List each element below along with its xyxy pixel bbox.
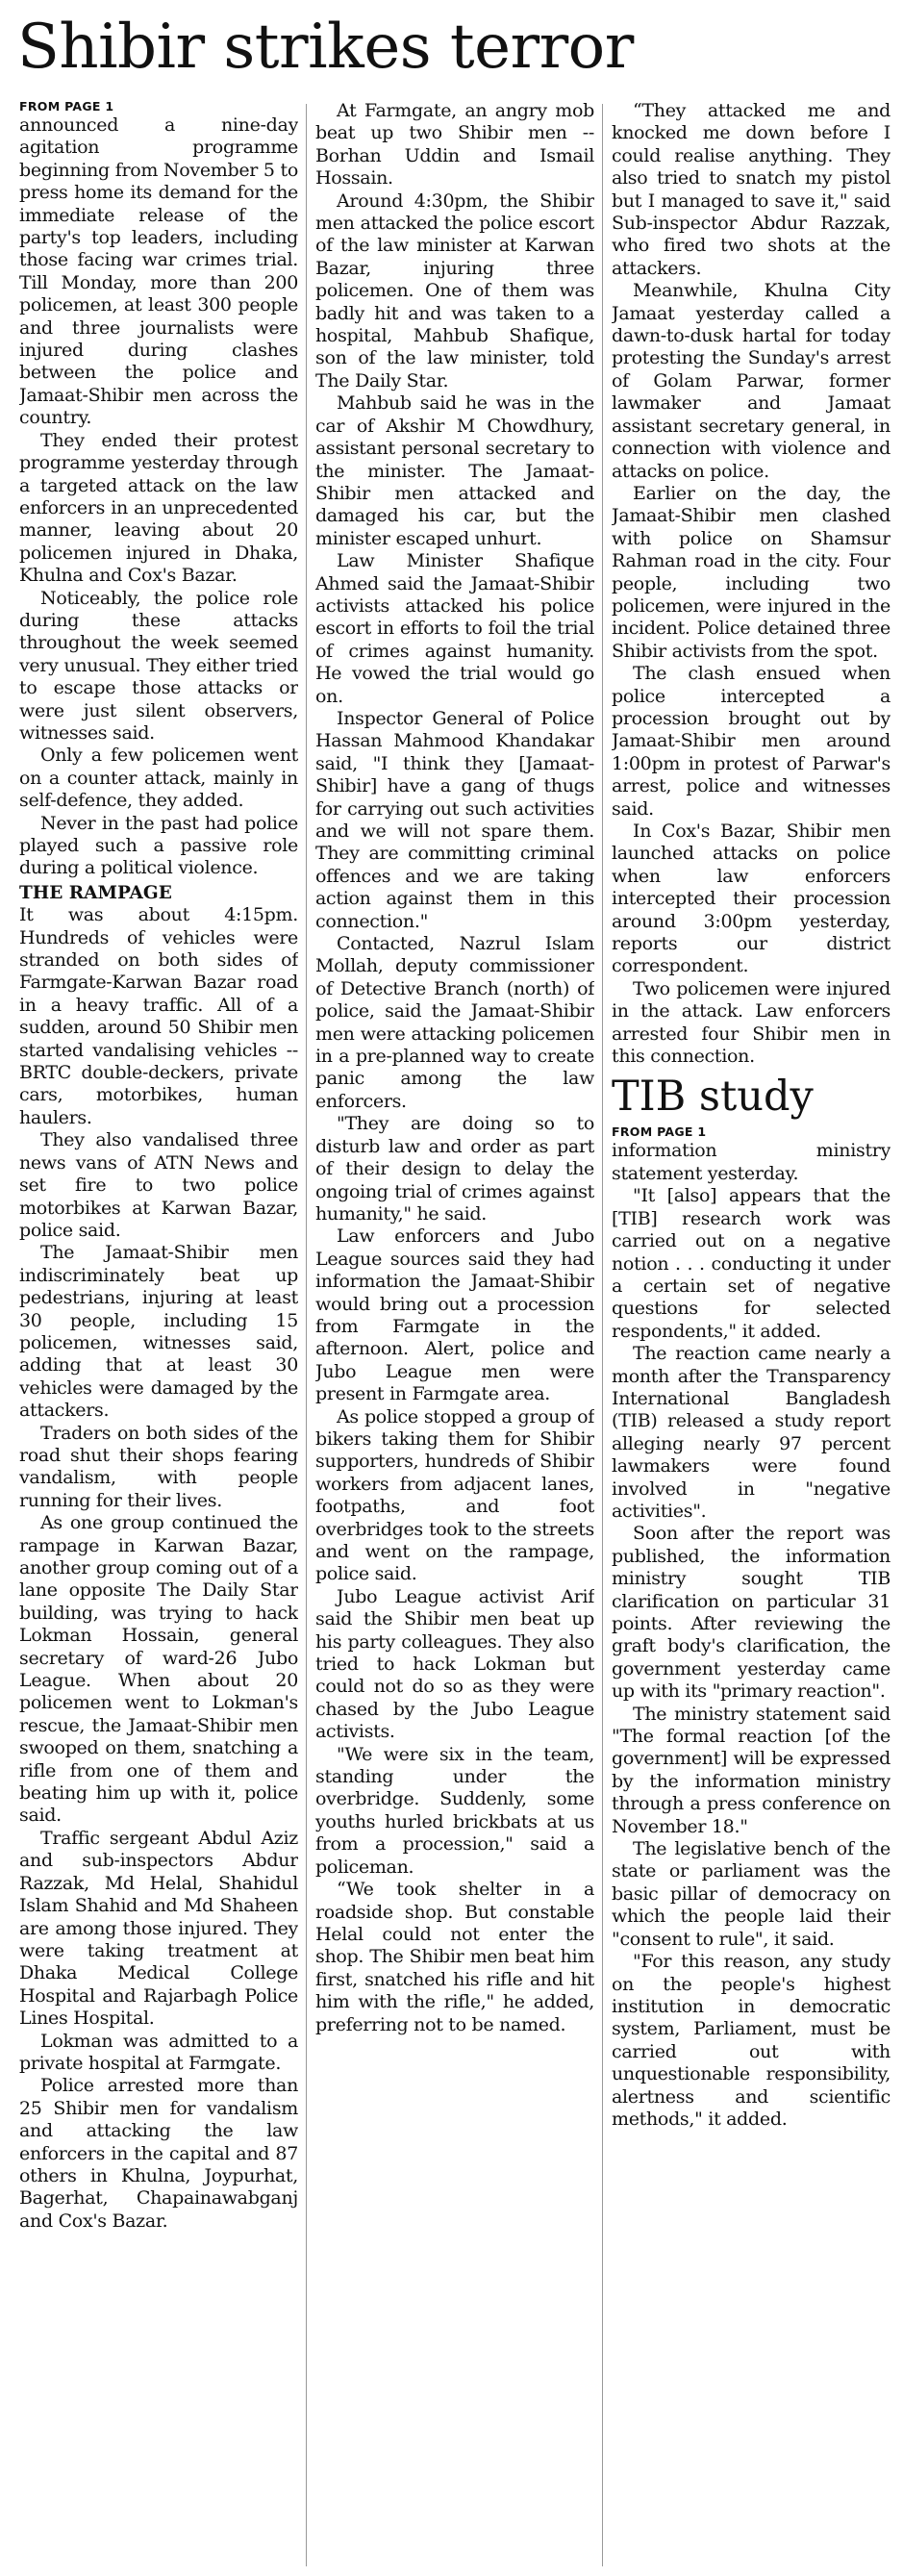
paragraph: Never in the past had police played such a passive role during a political violence. (19, 812, 298, 879)
paragraph: The reaction came nearly a month after the Transparency International Bangladesh (TIB) released a study report alleging nearly 97 percent lawmakers were found involved in "negative activities". (612, 1343, 890, 1522)
paragraph: Police arrested more than 25 Shibir men for vandalism and attacking the law enforcers in the capital and 87 others in Khulna, Joypurhat, Bagerhat, Chapainawabganj and Cox's Bazar. (19, 2075, 298, 2232)
paragraph: Law enforcers and Jubo League sources said they had information the Jamaat-Shibir would bring out a procession from Farmgate in the afternoon. Alert, police and Jubo League men were present in Farmgate area. (315, 1225, 594, 1405)
column-3 (612, 100, 890, 2572)
column-2 (315, 100, 594, 2572)
paragraph: announced a nine-day agitation programme beginning from November 5 to press home its demand for the immediate release of the party's top leaders, including those facing war crimes trial. Till Monday, more than 200 policemen, at least 300 people and three journalists were injured during clashes between the police and Jamaat-Shibir men across the country. (19, 114, 298, 429)
paragraph: The clash ensued when police intercepted a procession brought out by Jamaat-Shibir men around 1:00pm in protest of Parwar's arrest, police and witnesses said. (612, 663, 890, 820)
paragraph: "They are doing so to disturb law and order as part of their design to delay the ongoing trial of crimes against humanity," he said. (315, 1113, 594, 1225)
paragraph: Noticeably, the police role during these attacks throughout the week seemed very unusual. They either tried to escape those attacks or were just silent observers, witnesses said. (19, 587, 298, 744)
headline: Shibir strikes terror (17, 12, 634, 83)
subhead-the-rampage: THE RAMPAGE (19, 882, 172, 903)
paragraph: Meanwhile, Khulna City Jamaat yesterday called a dawn-to-dusk hartal for today protesting the Sunday's arrest of Golam Parwar, former lawmaker and Jamaat assistant secretary general, in connection with violence and attacks on police. (612, 280, 890, 482)
paragraph: Jubo League activist Arif said the Shibir men beat up his party colleagues. They also tried to hack Lokman but could not do so as they were chased by the Jubo League activists. (315, 1585, 594, 1743)
paragraph: They also vandalised three news vans of ATN News and set fire to two police motorbikes at Karwan Bazar, police said. (19, 1129, 298, 1241)
paragraph: Contacted, Nazrul Islam Mollah, deputy commissioner of Detective Branch (north) of police, said the Jamaat-Shibir men were attacking policemen in a pre-planned way to create panic among the law enforcers. (315, 933, 594, 1112)
paragraph: Traders on both sides of the road shut their shops fearing vandalism, with people running for their lives. (19, 1422, 298, 1511)
paragraph: Earlier on the day, the Jamaat-Shibir men clashed with police on Shamsur Rahman road in the city. Four people, including two policemen, were injured in the incident. Police detained three Shibir activists from the spot. (612, 482, 890, 662)
paragraph: Law Minister Shafique Ahmed said the Jamaat-Shibir activists attacked his police escort in efforts to foil the trial of crimes against humanity. He vowed the trial would go on. (315, 550, 594, 707)
paragraph: Mahbub said he was in the car of Akshir M Chowdhury, assistant personal secretary to the minister. The Jamaat-Shibir men attacked and damaged his car, but the minister escaped unhurt. (315, 392, 594, 549)
paragraph: Lokman was admitted to a private hospital at Farmgate. (19, 2030, 298, 2074)
paragraph: The legislative bench of the state or parliament was the basic pillar of democracy on which the people laid their "consent to rule", it said. (612, 1838, 890, 1950)
paragraph: Only a few policemen went on a counter attack, mainly in self-defence, they added. (19, 745, 298, 812)
paragraph: Around 4:30pm, the Shibir men attacked the police escort of the law minister at Karwan Bazar, injuring three policemen. One of them was badly hit and was taken to a hospital, Mahbub Shafique, son of the law minister, told The Daily Star. (315, 189, 594, 391)
kicker-from-page-1: FROM PAGE 1 (19, 100, 114, 114)
column-rule (306, 104, 307, 2566)
paragraph: "We were six in the team, standing under the overbridge. Suddenly, some youths hurled brickbats at us from a procession," said a policeman. (315, 1743, 594, 1878)
paragraph: information ministry statement yesterday. (612, 1140, 890, 1184)
paragraph: As police stopped a group of bikers taking them for Shibir supporters, hundreds of Shibir workers from adjacent lanes, footpaths, and foot overbridges took to the streets and went on the rampage, police said. (315, 1405, 594, 1585)
paragraph: "It [also] appears that the [TIB] research work was carried out on a negative notion . . . conducting it under a certain set of negative questions for selected respondents," it added. (612, 1185, 890, 1342)
paragraph: Soon after the report was published, the information ministry sought TIB clarification on particular 31 points. After reviewing the graft body's clarification, the government yesterday came up with its "primary reaction". (612, 1523, 890, 1703)
column-1 (19, 100, 298, 2572)
paragraph: "For this reason, any study on the people's highest institution in democratic system, Parliament, must be carried out with unquestionable responsibility, alertness and scientific methods," it added. (612, 1951, 890, 2130)
paragraph: They ended their protest programme yesterday through a targeted attack on the law enforcers in an unprecedented manner, leaving about 20 policemen injured in Dhaka, Khulna and Cox's Bazar. (19, 429, 298, 587)
paragraph: In Cox's Bazar, Shibir men launched attacks on police when law enforcers intercepted their procession around 3:00pm yesterday, reports our district correspondent. (612, 821, 890, 977)
paragraph: Two policemen were injured in the attack. Law enforcers arrested four Shibir men in this connection. (612, 977, 890, 1068)
paragraph: As one group continued the rampage in Karwan Bazar, another group coming out of a lane opposite The Daily Star building, was trying to hack Lokman Hossain, general secretary of ward-26 Jubo League. When about 20 policemen went to Lokman's rescue, the Jamaat-Shibir men swooped on them, snatching a rifle from one of them and beating him up with it, police said. (19, 1512, 298, 1827)
paragraph: “We took shelter in a roadside shop. But constable Helal could not enter the shop. The Shibir men beat him first, snatched his rifle and hit him with the rifle," he added, preferring not to be named. (315, 1879, 594, 2035)
column-rule (602, 104, 603, 2566)
paragraph: Inspector General of Police Hassan Mahmood Khandakar said, "I think they [Jamaat-Shibir] have a gang of thugs for carrying out such activities and we will not spare them. They are committing criminal offences and we are taking action against them in this connection." (315, 707, 594, 932)
paragraph: “They attacked me and knocked me down before I could realise anything. They also tried to snatch my pistol but I managed to save it," said Sub-inspector Abdur Razzak, who fired two shots at the attackers. (612, 100, 890, 279)
paragraph: Traffic sergeant Abdul Aziz and sub-inspectors Abdur Razzak, Md Helal, Shahidul Islam Shahid and Md Shaheen are among those injured. They were taking treatment at Dhaka Medical College Hospital and Rajarbagh Police Lines Hospital. (19, 1827, 298, 2030)
paragraph: At Farmgate, an angry mob beat up two Shibir men -- Borhan Uddin and Ismail Hossain. (315, 100, 594, 189)
kicker-from-page-1: FROM PAGE 1 (612, 1124, 707, 1140)
paragraph: The ministry statement said "The formal reaction [of the government] will be expressed by the information ministry through a press conference on November 18." (612, 1703, 890, 1837)
headline-tib-study: TIB study (612, 1073, 814, 1122)
paragraph: It was about 4:15pm. Hundreds of vehicles were stranded on both sides of Farmgate-Karwan Bazar road in a heavy traffic. All of a sudden, around 50 Shibir men started vandalising vehicles -- BRTC double-deckers, private cars, motorbikes, human haulers. (19, 904, 298, 1128)
paragraph: The Jamaat-Shibir men indiscriminately beat up pedestrians, injuring at least 30 people, including 15 policemen, witnesses said, adding that at least 30 vehicles were damaged by the attackers. (19, 1242, 298, 1422)
